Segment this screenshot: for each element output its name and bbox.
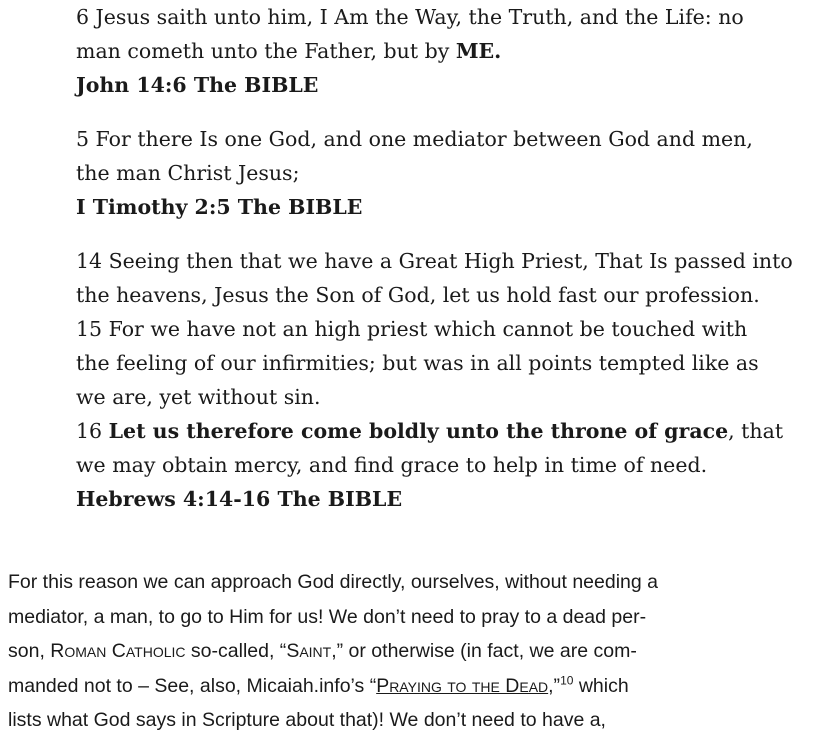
verse-line: the heavens, Jesus the Son of God, let us hold fast our profession. — [76, 283, 760, 307]
verse-john-14-6 — [76, 0, 816, 102]
verse-text: man cometh unto the Father, but by — [76, 39, 456, 63]
verse-hebrews-4-14-16 — [76, 244, 816, 516]
paragraph-line — [8, 600, 826, 635]
paragraph-line — [8, 565, 826, 600]
line-text: mediator, a man, to go to Him for us! We don’t need to pray to a dead per- — [8, 605, 647, 628]
verse-line: 6 Jesus saith unto him, I Am the Way, the Truth, and the Life: no — [76, 5, 744, 29]
verse-line: 15 For we have not an high priest which cannot be touched with — [76, 317, 748, 341]
small-caps-text: Saint — [286, 640, 332, 663]
verse-line: we may obtain mercy, and find grace to help in time of need. — [76, 453, 708, 477]
scripture-reference: John 14:6 The BIBLE — [76, 73, 319, 97]
line-text: lists what God says in Scripture about that)! We don’t need to have a, — [8, 709, 606, 732]
verse-line: the man Christ Jesus; — [76, 161, 300, 185]
paragraph-line — [8, 669, 826, 704]
verse-line: 5 For there Is one God, and one mediator between God and men, — [76, 127, 753, 151]
text-run: which — [573, 674, 629, 697]
paragraph-line — [8, 703, 826, 738]
scripture-reference: Hebrews 4:14-16 The BIBLE — [76, 487, 403, 511]
verse-emphasis: ME. — [455, 39, 502, 63]
verse-1-timothy-2-5 — [76, 122, 816, 224]
line-text — [8, 634, 637, 669]
line-text — [8, 669, 629, 704]
scripture-quotes — [76, 0, 816, 516]
verse-text: , that — [728, 419, 784, 443]
text-run: ,” or otherwise (in fact, we are com- — [331, 640, 637, 663]
verse-number: 16 — [76, 419, 109, 443]
praying-to-the-dead-link[interactable]: Praying to the Dead — [376, 674, 549, 697]
text-run: so-called, “ — [185, 640, 287, 663]
verse-line — [76, 414, 816, 448]
verse-line: the feeling of our infirmities; but was in all points tempted like as — [76, 351, 759, 375]
verse-line: we are, yet without sin. — [76, 385, 321, 409]
text-run: ,” — [548, 674, 561, 697]
body-paragraph — [8, 565, 826, 738]
verse-line: 14 Seeing then that we have a Great High Priest, That Is passed into — [76, 249, 793, 273]
verse-line — [76, 34, 816, 68]
footnote-marker[interactable]: 10 — [560, 673, 574, 688]
paragraph-line — [8, 634, 826, 669]
text-run: son, — [8, 640, 51, 663]
small-caps-text: Roman Catholic — [50, 640, 186, 663]
line-text: For this reason we can approach God directly, ourselves, without needing a — [8, 571, 658, 593]
verse-emphasis: Let us therefore come boldly unto the throne of grace — [108, 419, 729, 443]
text-run: manded not to – See, also, Micaiah.info’s “ — [8, 674, 377, 697]
scripture-reference: I Timothy 2:5 The BIBLE — [76, 195, 363, 219]
